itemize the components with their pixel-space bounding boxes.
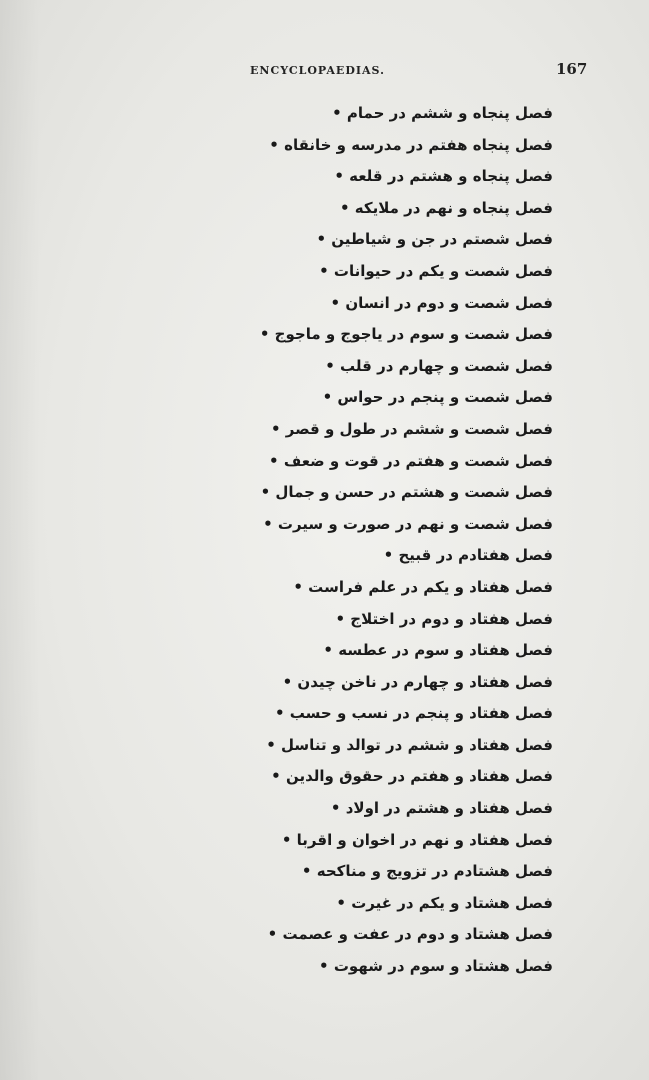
chapter-line: فصل شصت و پنجم در حواس • [322,388,553,407]
gutter-shadow [0,0,40,1080]
chapter-line: فصل شصت و چهارم در قلب • [325,356,553,375]
chapter-list [93,98,553,983]
chapter-line: فصل هشتاد و يكم در غيرت • [336,893,553,912]
chapter-line: فصل شصت و يكم در حيوانات • [319,261,553,280]
chapter-line: فصل پنجاه و هشتم در قلعه • [334,167,553,186]
running-header: ENCYCLOPAEDIAS. [250,64,385,77]
chapter-line: فصل هفتادم در قبيح • [383,546,553,565]
chapter-line: فصل هشتاد و سوم در شهوت • [319,957,553,976]
chapter-line: فصل شصت و دوم در انسان • [330,293,553,312]
chapter-line: فصل پنجاه و ششم در حمام • [332,104,553,122]
chapter-line: فصل هفتاد و دوم در اختلاج • [335,609,553,628]
chapter-line: فصل هفتاد و يكم در علم فراست • [293,577,553,596]
chapter-line: فصل هفتاد و چهارم در ناخن چيدن • [282,672,553,691]
page-number: 167 [556,60,588,78]
chapter-line: فصل هفتاد و نهم در اخوان و اقربا • [281,830,553,849]
chapter-line: فصل شصت و هشتم در حسن و جمال • [260,483,553,502]
chapter-line: فصل هفتاد و پنجم در نسب و حسب • [274,704,553,723]
chapter-line: فصل شصت و هفتم در قوت و ضعف • [269,451,553,470]
chapter-line: فصل پنجاه هفتم در مدرسه و خانقاه • [269,135,553,154]
chapter-line: فصل هشتاد و دوم در عفت و عصمت • [267,925,553,944]
chapter-line: فصل شصت و نهم در صورت و سيرت • [263,514,553,533]
chapter-line: فصل هفتاد و ششم در توالد و تناسل • [266,735,553,754]
chapter-line: فصل شصتم در جن و شياطين • [316,230,553,249]
chapter-line: فصل شصت و سوم در ياجوج و ماجوج • [259,325,553,344]
chapter-line: فصل پنجاه و نهم در ملايكه • [339,198,553,217]
chapter-line: فصل شصت و ششم در طول و قصر • [270,419,553,438]
chapter-line: فصل هفتاد و هشتم در اولاد • [330,799,553,818]
chapter-line: فصل هشتادم در تزويج و مناكحه • [301,862,553,881]
chapter-line: فصل هفتاد و هفتم در حقوق والدين • [271,767,553,786]
chapter-line: فصل هفتاد و سوم در عطسه • [323,641,553,660]
